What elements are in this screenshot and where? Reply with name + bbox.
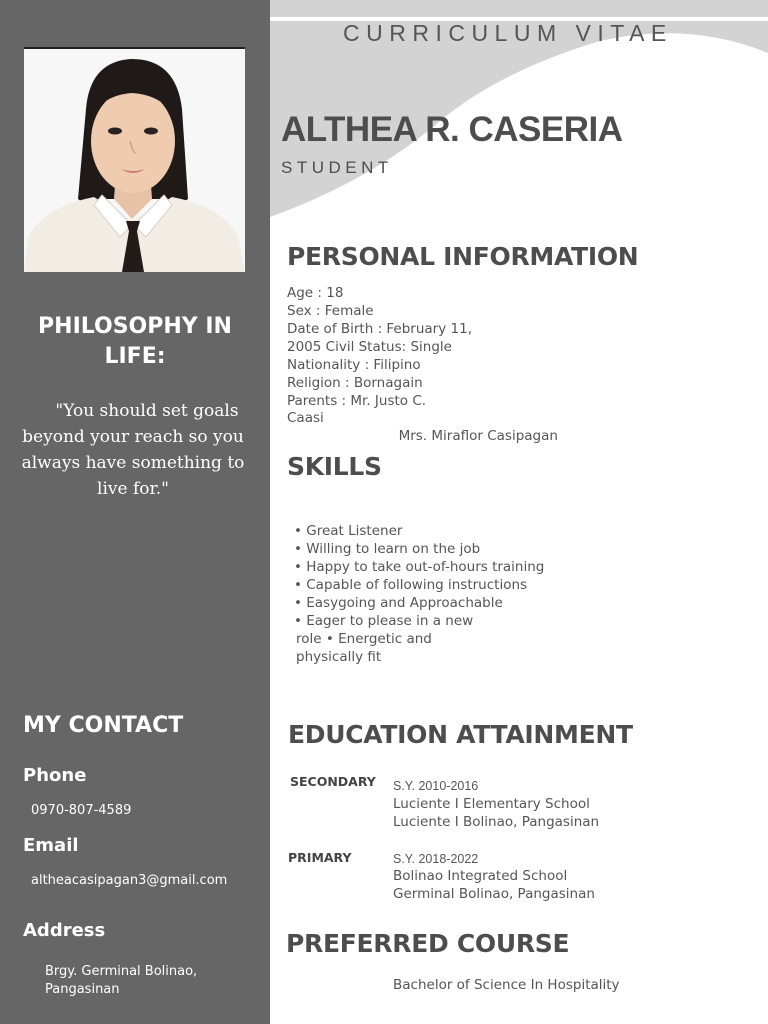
address-label: Address xyxy=(23,920,106,941)
education-heading: EDUCATION ATTAINMENT xyxy=(288,720,633,749)
email-label: Email xyxy=(23,835,79,856)
philosophy-heading: PHILOSOPHY IN LIFE: xyxy=(38,314,232,369)
portrait-image xyxy=(24,49,245,272)
personal-info-line: Nationality : Filipino xyxy=(287,357,421,373)
education-school: Luciente I Elementary School xyxy=(393,796,590,812)
preferred-course-value: Bachelor of Science In Hospitality xyxy=(393,977,620,993)
personal-info-line: Religion : Bornagain xyxy=(287,375,423,391)
preferred-course-heading: PREFERRED COURSE xyxy=(286,929,570,958)
skill-item: • Easygoing and Approachable xyxy=(294,595,503,611)
header-strip xyxy=(270,0,768,17)
education-location: Germinal Bolinao, Pangasinan xyxy=(393,886,595,902)
profile-photo xyxy=(24,47,245,272)
personal-info-line: Mrs. Miraflor Casipagan xyxy=(287,428,558,444)
skill-item: • Great Listener xyxy=(294,523,403,539)
phone-value: 0970-807-4589 xyxy=(31,803,132,818)
personal-info-heading: PERSONAL INFORMATION xyxy=(287,242,639,271)
personal-info-line: 2005 Civil Status: Single xyxy=(287,339,452,355)
education-location: Luciente I Bolinao, Pangasinan xyxy=(393,814,600,830)
education-level: PRIMARY xyxy=(288,850,352,865)
document-title: CURRICULUM VITAE xyxy=(343,20,673,46)
personal-info-line: Age : 18 xyxy=(287,285,344,301)
personal-info-line: Date of Birth : February 11, xyxy=(287,321,472,337)
personal-info-line: Caasi xyxy=(287,410,324,426)
email-value: altheacasipagan3@gmail.com xyxy=(31,873,228,888)
education-level: SECONDARY xyxy=(290,774,376,789)
skill-item: • Eager to please in a new xyxy=(294,613,474,629)
candidate-name: ALTHEA R. CASERIA xyxy=(281,110,623,149)
skill-item: • Willing to learn on the job xyxy=(294,541,481,557)
education-year: S.Y. 2010-2016 xyxy=(393,779,479,793)
address-line-1: Brgy. Germinal Bolinao, xyxy=(45,964,198,979)
skill-item: • Capable of following instructions xyxy=(294,577,528,593)
skill-item: role • Energetic and xyxy=(296,631,432,647)
skill-item: • Happy to take out-of-hours training xyxy=(294,559,545,575)
contact-heading: MY CONTACT xyxy=(23,713,184,738)
candidate-role: STUDENT xyxy=(281,158,393,177)
education-school: Bolinao Integrated School xyxy=(393,868,568,884)
sidebar xyxy=(0,0,270,1024)
philosophy-quote: "You should set goals beyond your reach so you always have something to live for." xyxy=(21,401,245,499)
phone-label: Phone xyxy=(23,765,87,786)
address-line-2: Pangasinan xyxy=(45,982,120,997)
personal-info-line: Parents : Mr. Justo C. xyxy=(287,393,427,409)
personal-info-line: Sex : Female xyxy=(287,303,374,319)
skill-item: physically fit xyxy=(296,649,382,665)
education-year: S.Y. 2018-2022 xyxy=(393,852,479,866)
skills-heading: SKILLS xyxy=(287,452,382,481)
